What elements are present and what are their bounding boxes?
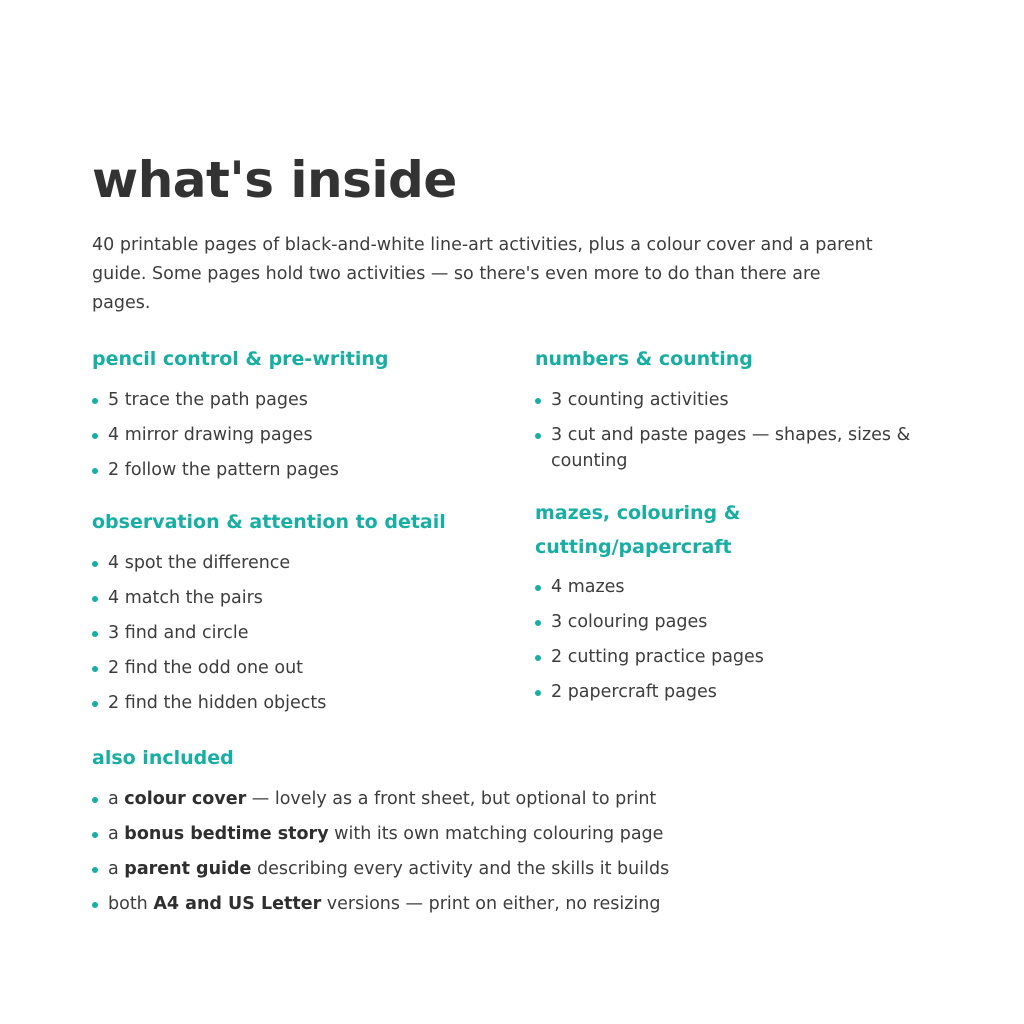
list-item-suffix: describing every activity and the skills it builds [251,859,670,879]
list-item-prefix: a [108,824,125,844]
list-item-suffix: — lovely as a front sheet, but optional to print [246,789,657,809]
list-item [535,387,935,413]
page-title: what's inside [92,151,457,209]
bullet-dot-icon [92,902,98,908]
list-item [92,387,512,413]
bullet-dot-icon [92,631,98,637]
bullet-dot-icon [92,666,98,672]
bullet-dot-icon [92,867,98,873]
bullet-dot-icon [92,398,98,404]
list-item [92,620,512,646]
observation-list [92,550,512,725]
mazes-list [535,574,935,714]
list-item [535,609,935,635]
list-item-prefix: both [108,894,154,914]
bullet-dot-icon [535,433,541,439]
bullet-dot-icon [92,797,98,803]
list-item [92,690,512,716]
section-heading-numbers-counting: numbers & counting [535,348,753,370]
pencil-control-list [92,387,512,492]
list-item-text: 4 mazes [551,577,625,597]
numbers-counting-list [535,387,935,483]
list-item-text: 3 counting activities [551,390,729,410]
list-item-text: 2 find the hidden objects [108,693,327,713]
section-heading-observation: observation & attention to detail [92,511,446,533]
list-item [92,856,952,882]
list-item [92,821,952,847]
list-item-prefix: a [108,859,125,879]
bullet-dot-icon [92,561,98,567]
bullet-dot-icon [535,620,541,626]
bullet-dot-icon [535,690,541,696]
list-item [535,644,935,670]
bullet-dot-icon [535,655,541,661]
list-item-text: 2 cutting practice pages [551,647,764,667]
bullet-dot-icon [92,701,98,707]
intro-paragraph: 40 printable pages of black-and-white line-art activities, plus a colour cover and a parent guide. Some pages hold two activities — so there's even more to do than there are pages. [92,235,873,313]
list-item [92,655,512,681]
list-item-text: 3 colouring pages [551,612,708,632]
list-item-emphasis: A4 and US Letter [153,894,322,914]
list-item [92,891,952,917]
list-item-prefix: a [108,789,125,809]
list-item-text: 2 papercraft pages [551,682,717,702]
bullet-dot-icon [535,585,541,591]
list-item-text: 4 spot the difference [108,553,291,573]
list-item-text: 3 find and circle [108,623,249,643]
section-heading-pencil-control: pencil control & pre-writing [92,348,389,370]
list-item [92,422,512,448]
section-heading-also-included: also included [92,747,234,769]
list-item-emphasis: bonus bedtime story [124,824,329,844]
bullet-dot-icon [535,398,541,404]
section-heading-mazes-line2: cutting/papercraft [535,536,732,558]
bullet-dot-icon [92,433,98,439]
list-item-emphasis: colour cover [124,789,247,809]
list-item [92,550,512,576]
bullet-dot-icon [92,596,98,602]
list-item-text: 5 trace the path pages [108,390,308,410]
bullet-dot-icon [92,468,98,474]
list-item-text: 4 mirror drawing pages [108,425,313,445]
list-item-suffix: versions — print on either, no resizing [321,894,661,914]
list-item-text: 2 follow the pattern pages [108,460,339,480]
list-item-suffix: with its own matching colouring page [328,824,664,844]
list-item [535,574,935,600]
list-item [92,457,512,483]
list-item-emphasis: parent guide [124,859,252,879]
list-item-text: 2 find the odd one out [108,658,304,678]
list-item-text: 3 cut and paste pages — shapes, sizes & counting [551,425,911,471]
list-item [92,585,512,611]
bullet-dot-icon [92,832,98,838]
list-item [535,422,935,474]
list-item-text: 4 match the pairs [108,588,263,608]
list-item [92,786,952,812]
also-included-list [92,786,952,926]
section-heading-mazes-line1: mazes, colouring & [535,502,741,524]
list-item [535,679,935,705]
